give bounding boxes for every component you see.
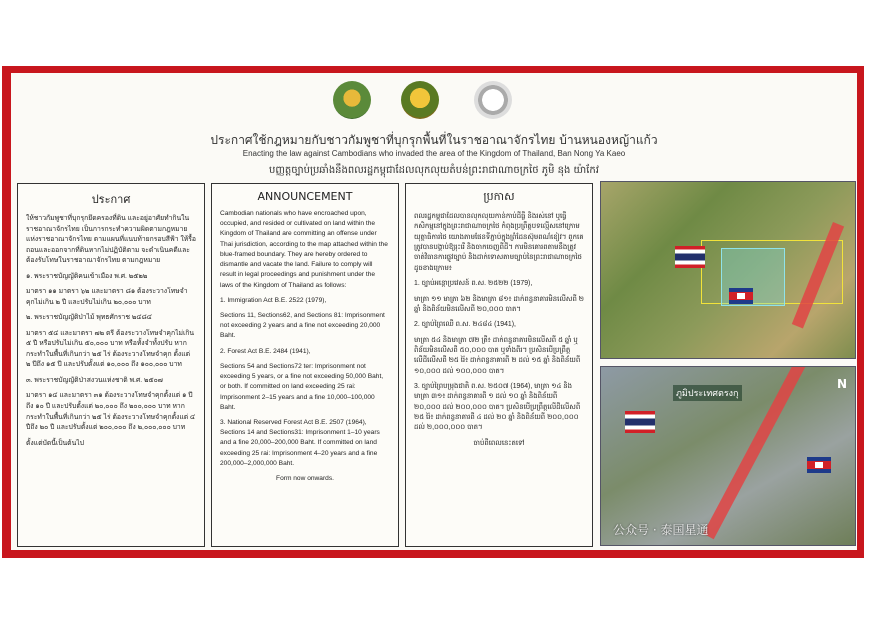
thailand-flag-icon bbox=[625, 411, 655, 433]
thai-paragraph: มาตรา ๑๔ และมาตรา ๓๑ ต้องระวางโทษจำคุกตั้งแต่ ๑ ปีถึง ๑๐ ปี และปรับตั้งแต่ ๒๐,๐๐๐ ถึง ๒๐๐,๐๐๐ บาท หากกระทำในพื้นที่เกินกว่า ๒๕ ไร่ ต้องระวางโทษจำคุกตั้งแต่ ๔ ปีถึง ๒๐ ปี และปรับตั้งแต่ ๒๐๐,๐๐๐ ถึง ๒,๐๐๐,๐๐๐ บาท bbox=[26, 392, 196, 432]
cambodia-flag-icon bbox=[807, 457, 831, 473]
agency-seal-1-icon bbox=[333, 81, 371, 119]
thai-heading: ประกาศ bbox=[91, 193, 131, 206]
thailand-flag-icon bbox=[675, 246, 705, 268]
map-place-label: ภูมิประเทศตรงกุ bbox=[673, 385, 742, 401]
title-thai: ประกาศใช้กฎหมายกับชาวกัมพูชาที่บุกรุกพื้นที่ในราชอาณาจักรไทย บ้านหนองหญ้าแก้ว bbox=[210, 133, 658, 147]
title-english: Enacting the law against Cambodians who invaded the area of the Kingdom of Thailand, Ban Nong Ya Kaeo bbox=[242, 149, 626, 158]
thai-paragraph: ให้ชาวกัมพูชาที่บุกรุกยึดครองที่ดิน และอยู่อาศัยทำกินในราชอาณาจักรไทย เป็นการกระทำความผิดตามกฎหมายแห่งราชอาณาจักรไทย ตามแผนที่แนบท้ายกรอบสีฟ้า ให้รื้อถอนและออกจากที่ดินหากไม่ปฏิบัติตาม จะดำเนินคดีและต้องรับโทษในราชอาณาจักรไทย ตามกฎหมาย bbox=[26, 215, 196, 265]
thai-paragraph: ๑. พระราชบัญญัติคนเข้าเมือง พ.ศ. ๒๕๒๒ bbox=[26, 272, 148, 280]
english-paragraph: 2. Forest Act B.E. 2484 (1941), bbox=[220, 347, 311, 355]
agency-seal-3-icon bbox=[474, 81, 512, 119]
agency-logos bbox=[11, 81, 857, 125]
khmer-paragraph: មាត្រា ១១ មាត្រា ៦២ និងមាត្រា ៨១៖ ដាក់ពន្ធនាគារមិនលើសពី ២ ឆ្នាំ និងពិន័យមិនលើសពី ២០,០០០ បាត។ bbox=[414, 295, 584, 313]
english-paragraph: 1. Immigration Act B.E. 2522 (1979), bbox=[220, 296, 327, 304]
english-paragraph: Cambodian nationals who have encroached upon, occupied, and resided or cultivated on land within the Kingdom of Thailand are committing an offense under Thai jurisdiction, according to the map attached within the blue-framed boundary. They are hereby ordered to dismantle and vacate the land. Failure to comply will result in legal proceedings and punishment under the laws of the Kingdom of Thailand as follows: bbox=[220, 210, 388, 289]
khmer-heading: ប្រកាស bbox=[483, 190, 515, 203]
english-paragraph: Sections 54 and Sections72 ter: Imprisonment not exceeding 5 years, or a fine not exceeding 50,000 Baht, or both. If committed on land exceeding 25 rai: Imprisonment 2–15 years and a fine 10,000–100,000 Baht. bbox=[220, 362, 384, 411]
english-paragraph: Sections 11, Sections62, and Sections 81: Imprisonment not exceeding 2 years and a fine not exceeding 20,000 Baht. bbox=[220, 311, 385, 340]
thai-paragraph: ๓. พระราชบัญญัติป่าสงวนแห่งชาติ พ.ศ. ๒๕๐๗ bbox=[26, 376, 163, 384]
khmer-paragraph: មាត្រា ៥៤ និងមាត្រា ៧២ ត្រី៖ ដាក់ពន្ធនាគារមិនលើសពី ៥ ឆ្នាំ ឬពិន័យមិនលើសពី ៥០,០០០ បាត ឬទាំងពីរ។ ប្រសិនបើប្រព្រឹត្តលើដីលើសពី ២៥ រ៉ៃ៖ ដាក់ពន្ធនាគារពី ២ ដល់ ១៥ ឆ្នាំ និងពិន័យពី ១០,០០០ ដល់ ១០០,០០០ បាត។ bbox=[414, 336, 581, 375]
sign-panel bbox=[11, 73, 857, 550]
agency-seal-2-icon bbox=[401, 81, 439, 119]
english-paragraph: 3. National Reserved Forest Act B.E. 2507 (1964), Sections 14 and Sections31: Imprisonment 1–10 years and a fine 20,000–200,000 Baht. If committed on land exceeding 25 rai: Imprisonment 4–20 years and a fine 200,000–2,000,000 Baht. bbox=[220, 418, 380, 467]
thai-announcement-column bbox=[17, 183, 205, 547]
english-paragraph: Form now onwards. bbox=[276, 475, 334, 483]
title-khmer: បញ្ញត្តច្បាប់ប្រឆាំងនឹងពលរដ្ឋកម្ពុជាដែលលុកលុយតំបន់ព្រះរាជាណាចក្រថៃ ភូមិ នុង យ៉ាកែវ bbox=[269, 165, 599, 176]
thai-paragraph: ๒. พระราชบัญญัติป่าไม้ พุทธศักราช ๒๔๘๔ bbox=[26, 314, 152, 322]
khmer-paragraph: 3. ច្បាប់ព្រៃបម្រុងជាតិ ព.ស. ២៥០៧ (1964), មាត្រា ១៤ និងមាត្រា ៣១៖ ដាក់ពន្ធនាគារពី ១ ដល់ ១០ ឆ្នាំ និងពិន័យពី ២០,០០០ ដល់ ២០០,០០០ បាត។ ប្រសិនបើប្រព្រឹត្តលើដីលើសពី ២៥ រ៉ៃ៖ ដាក់ពន្ធនាគារពី ៤ ដល់ ២០ ឆ្នាំ និងពិន័យពី ២០០,០០០ ដល់ ២,០០០,០០០ បាត។ bbox=[414, 383, 581, 432]
english-heading: ANNOUNCEMENT bbox=[257, 190, 353, 203]
khmer-paragraph: ពលរដ្ឋកម្ពុជាដែលបានលុកលុយកាន់កាប់ដីធ្លី និងរស់នៅ ឬធ្វើកសិកម្មនៅក្នុងព្រះរាជាណាចក្រថៃ កំពុងប្រព្រឹត្តបទល្មើសនៅក្រោមយុត្តាធិការថៃ យោងតាមផែនទីភ្ជាប់ក្នុងព្រំដែនស៊ុមពណ៌ខៀវ។ ពួកគេត្រូវបានបង្គាប់ឱ្យរុះរើ និងចាកចេញពីដី។ ការមិនគោរពតាមនឹងត្រូវចាត់វិធានការផ្លូវច្បាប់ និងដាក់ទោសតាមច្បាប់នៃព្រះរាជាណាចក្រថៃ ដូចខាងក្រោម៖ bbox=[414, 213, 584, 272]
khmer-announcement-column bbox=[405, 183, 593, 547]
announcement-sign bbox=[2, 66, 864, 558]
satellite-map-upper bbox=[600, 181, 856, 359]
khmer-paragraph: 1. ច្បាប់អន្តោប្រវេសន៍ ព.ស. ២៥២២ (1979), bbox=[414, 280, 533, 288]
satellite-map-lower bbox=[600, 366, 856, 546]
khmer-paragraph: 2. ច្បាប់ព្រៃឈើ ព.ស. ២៤៨៤ (1941), bbox=[414, 321, 516, 329]
north-arrow-icon: N bbox=[836, 377, 847, 391]
watermark-text: 公众号 · 泰国星通 bbox=[613, 523, 709, 537]
english-announcement-column bbox=[211, 183, 399, 547]
cambodia-flag-icon bbox=[729, 288, 753, 304]
thai-paragraph: มาตรา ๕๔ และมาตรา ๗๒ ตรี ต้องระวางโทษจำคุกไม่เกิน ๕ ปี หรือปรับไม่เกิน ๕๐,๐๐๐ บาท หรือทั้งจำทั้งปรับ หากกระทำในพื้นที่เกินกว่า ๒๕ ไร่ ต้องระวางโทษจำคุก ตั้งแต่ ๒ ปีถึง ๑๕ ปี และปรับตั้งแต่ ๑๐,๐๐๐ ถึง ๑๐๐,๐๐๐ บาท bbox=[26, 329, 195, 369]
thai-paragraph: มาตรา ๑๑ มาตรา ๖๒ และมาตรา ๘๑ ต้องระวางโทษจำคุกไม่เกิน ๒ ปี และปรับไม่เกิน ๒๐,๐๐๐ บาท bbox=[26, 288, 188, 306]
khmer-paragraph: ចាប់ពីពេលនេះតទៅ bbox=[473, 439, 525, 447]
thai-paragraph: ตั้งแต่บัดนี้เป็นต้นไป bbox=[26, 439, 84, 447]
